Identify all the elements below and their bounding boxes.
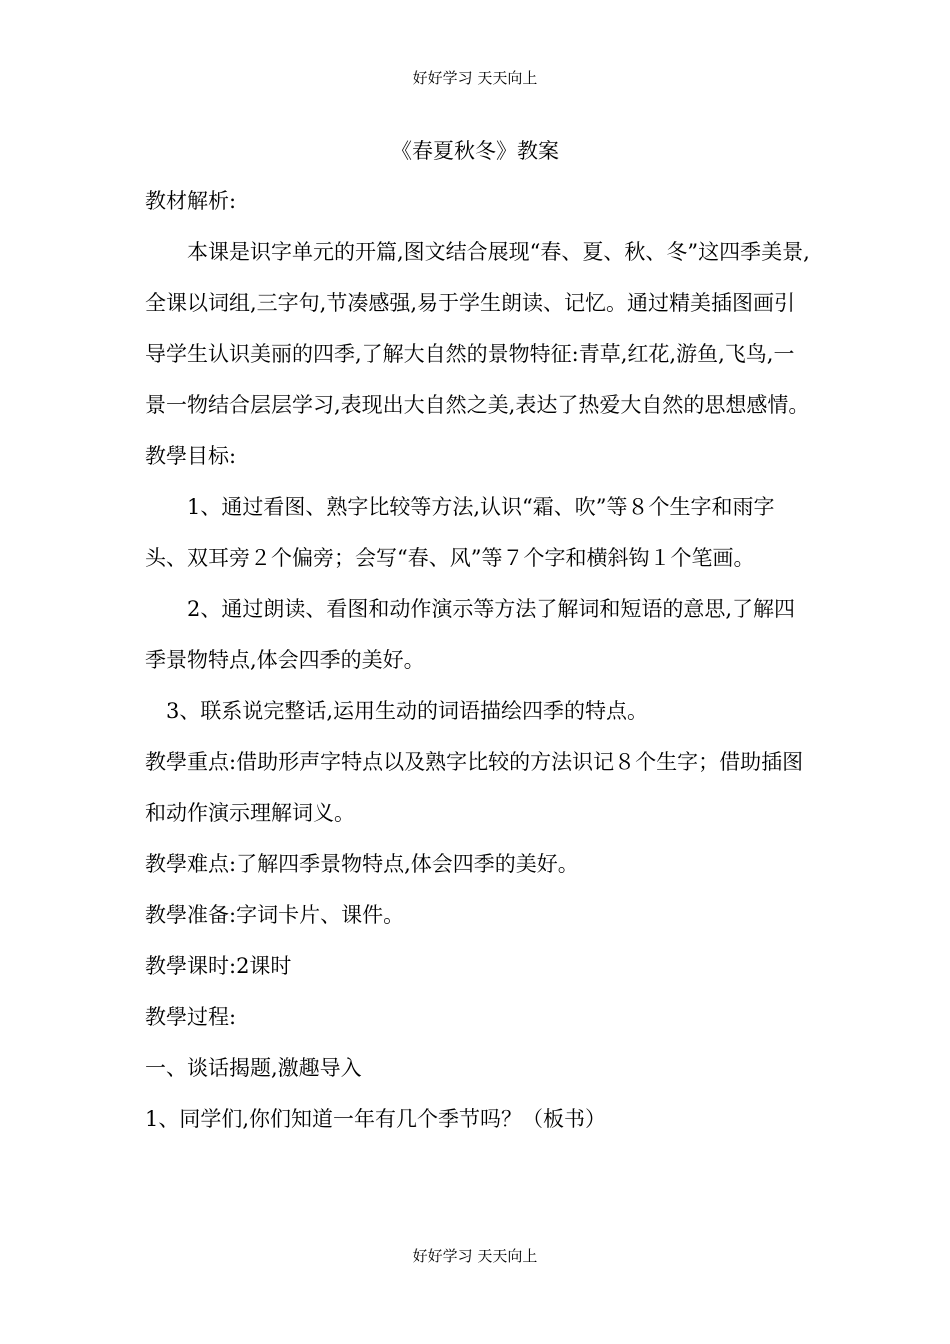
teaching-difficulties: 教學难点:了解四季景物特点,体会四季的美好。 xyxy=(145,852,579,876)
document-title: 《春夏秋冬》教案 xyxy=(391,139,559,163)
paragraph-textbook-analysis: 本课是识字单元的开篇,图文结合展现“春、夏、秋、冬”这四季美景,全课以词组,三字句,节凑感强,易于学生朗读、记忆。通过精美插图画引导学生认识美丽的四季,了解大自然的景物特征:青草,红花,游鱼,飞鸟,一景一物结合层层学习,表现出大自然之美,表达了热爱大自然的思想感情。 xyxy=(145,240,810,417)
section-heading-teaching-goals: 教學目标: xyxy=(145,444,237,468)
goal-item-3: 3、联系说完整话,运用生动的词语描绘四季的特点。 xyxy=(166,699,649,723)
teaching-preparation: 教學准备:字词卡片、课件。 xyxy=(145,903,405,927)
goal-item-1: 1、通过看图、熟字比较等方法,认识“霜、吹”等８个生字和雨字头、双耳旁２个偏旁；会写“春、风”等７个字和横斜钩１个笔画。 xyxy=(145,495,775,570)
page-footer: 好好学习 天天向上 xyxy=(412,1247,538,1265)
teaching-key-points: 教學重点:借助形声字特点以及熟字比较的方法识记８个生字；借助插图和动作演示理解词义。 xyxy=(145,750,804,825)
process-step-item: 1、同学们,你们知道一年有几个季节吗？（板书） xyxy=(145,1107,607,1131)
section-heading-teaching-process: 教學过程: xyxy=(145,1005,237,1029)
page-header: 好好学习 天天向上 xyxy=(412,69,538,87)
teaching-hours: 教學课时:2课时 xyxy=(145,954,292,978)
section-heading-textbook-analysis: 教材解析: xyxy=(145,189,237,213)
goal-item-2: 2、通过朗读、看图和动作演示等方法了解词和短语的意思,了解四季景物特点,体会四季的美好。 xyxy=(145,597,796,672)
process-step-heading: 一、谈话揭题,激趣导入 xyxy=(145,1056,362,1080)
document-body xyxy=(145,176,810,1145)
